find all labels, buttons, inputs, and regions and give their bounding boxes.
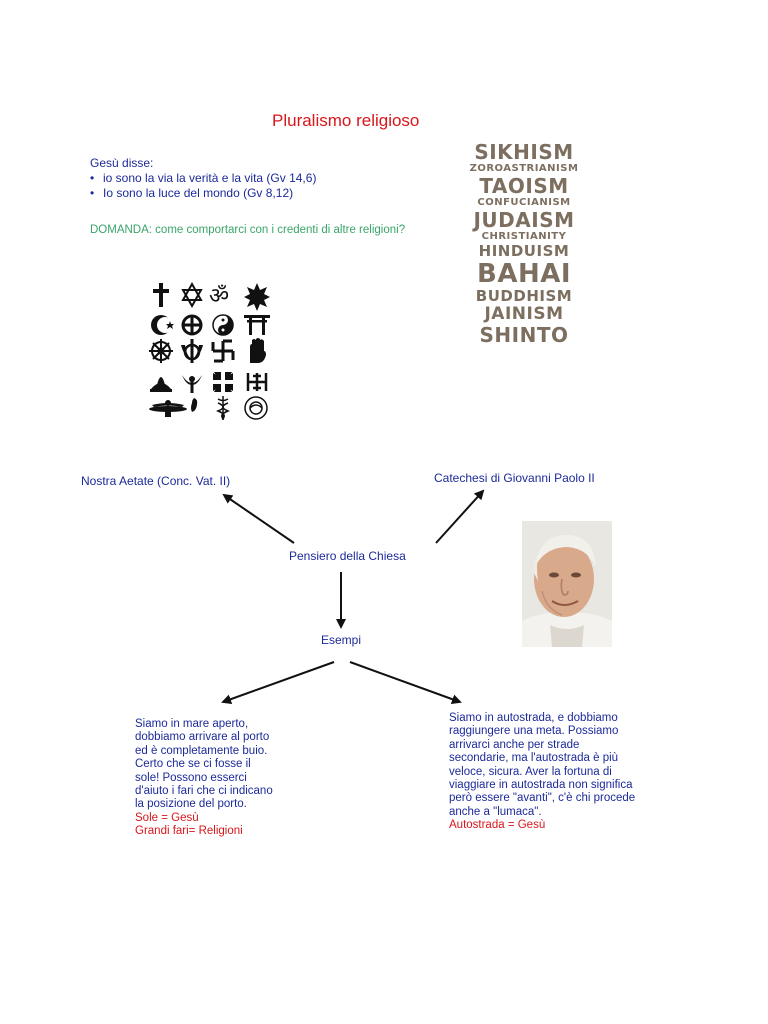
religion-word: BUDDHISM [475,287,573,305]
text-line: secondarie, ma l'autostrada è più [449,752,619,765]
text-line: d'aiuto i fari che ci indicano [135,785,273,798]
religion-word: SHINTO [479,323,569,347]
arrow-to-example-road [350,662,460,702]
religion-word: TAOISM [479,174,569,198]
text-line: viaggiare in autostrada non significa [449,779,633,792]
religion-word: JAINISM [484,304,564,324]
text-line: anche a "lumaca". [449,805,542,818]
text-line: ed è completamente buio. [135,744,268,757]
dharma-wheel-icon [149,339,173,363]
yin-yang-icon [213,315,233,335]
node-pensiero-chiesa: Pensiero della Chiesa [289,549,406,563]
caduceus-icon [218,396,228,420]
intro-bullets [90,171,316,201]
intro-block [90,156,316,201]
arrow-to-nostra-aetate [224,495,294,543]
arrow-to-catechesi [436,491,483,543]
text-line-red: Grandi fari= Religioni [135,825,243,838]
star-of-david-icon [183,284,201,306]
text-line: la posizione del porto. [135,798,247,811]
religion-word: HINDUISM [478,242,570,260]
bahai-star-icon [244,283,270,311]
text-line: arrivarci anche per strade [449,738,580,751]
text-line: dobbiamo arrivare al porto [135,731,270,744]
text-line-red: Autostrada = Gesù [449,819,546,832]
crescent-star-icon [151,315,174,335]
text-line: però essere "avanti", c'è chi procede [449,792,636,805]
text-line: Siamo in autostrada, e dobbiamo [449,712,618,724]
religion-word: CHRISTIANITY [481,231,567,242]
swastika-icon [213,341,233,361]
bullet-item: • io sono la via la verità e la vita (Gv 14,6) [90,171,316,186]
jain-hand-icon [250,338,266,363]
text-line: raggiungere una meta. Possiamo [449,725,619,738]
torii-icon [244,315,270,335]
node-esempi: Esempi [321,633,362,647]
bullet-item: • Io sono la luce del mondo (Gv 8,12) [90,186,316,201]
religion-word: JUDAISM [473,208,575,232]
question-text: DOMANDA: come comportarci con i credenti di altre religioni? [90,224,406,236]
intro-lead: Gesù disse: [90,156,154,170]
om-icon: ॐ [209,284,230,309]
pope-photo [522,521,612,647]
religion-word: ZOROASTRIANISM [469,163,579,174]
iron-cross-icon [213,372,233,392]
text-line: Siamo in mare aperto, [135,718,249,730]
arrow-to-example-sea [223,662,334,702]
faravahar-icon [149,400,187,417]
wheel-cross-icon [183,316,201,334]
text-line: veloce, sicura. Aver la fortuna di [449,765,612,778]
text-line-red: Sole = Gesù [135,811,199,824]
religious-symbols-image [148,281,272,421]
text-line: Certo che se ci fosse il [135,758,251,771]
wiccan-symbol-icon [248,373,266,391]
trident-crescent-icon [182,375,202,393]
hand-symbol-icon [191,398,197,412]
example-road-text [449,712,679,833]
religion-word: BAHAI [477,259,571,289]
religion-word: CONFUCIANISM [477,197,571,208]
khanda-icon [181,339,203,363]
religion-word: SIKHISM [474,140,574,164]
text-line: sole! Possono esserci [135,771,247,784]
tenrikyo-icon [245,397,267,419]
lotus-icon [150,377,172,392]
cross-icon [153,283,169,307]
node-catechesi: Catechesi di Giovanni Paolo II [434,471,595,485]
page-title: Pluralismo religioso [272,111,420,130]
example-sea-text [135,718,305,839]
religion-word-collage [462,140,586,380]
node-nostra-aetate: Nostra Aetate (Conc. Vat. II) [81,474,231,488]
